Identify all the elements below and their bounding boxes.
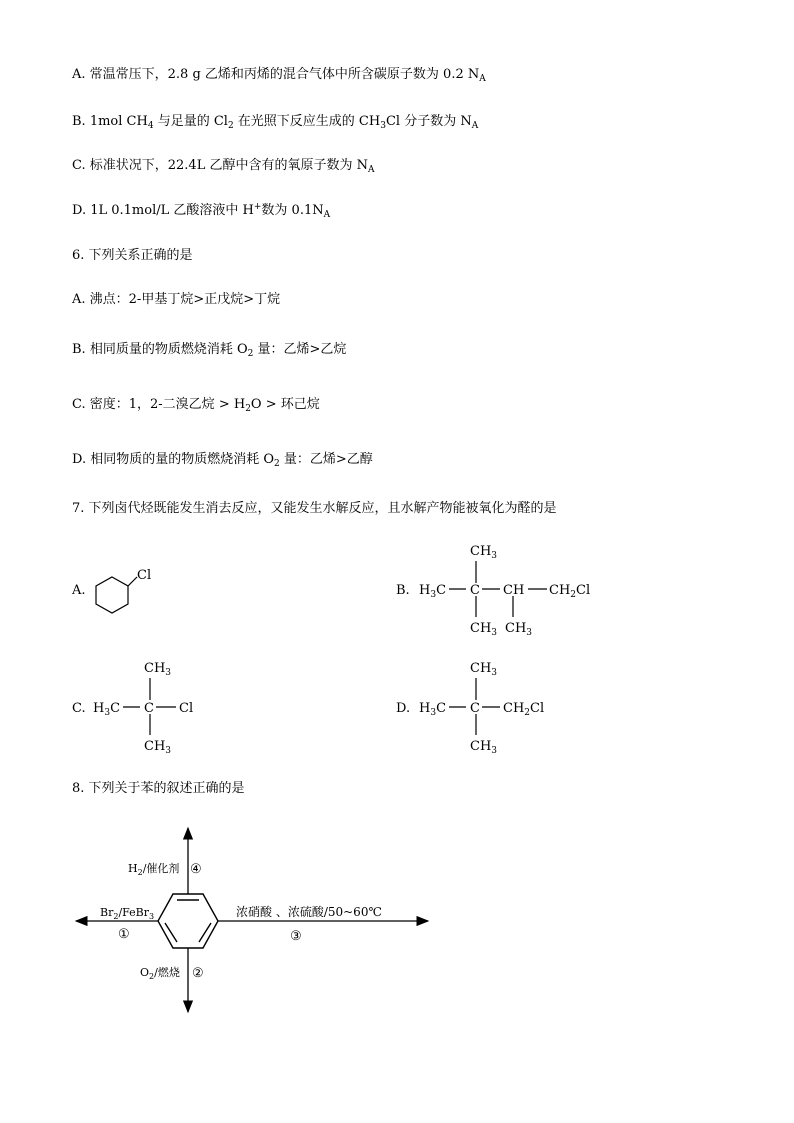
svg-text:C: C [144, 701, 154, 716]
svg-text:CH2Cl: $CH_2Cl$ [549, 583, 591, 600]
svg-text:CH3: $CH_3$ [470, 661, 498, 678]
structure-d [419, 661, 544, 756]
svg-text:CH3: $CH_3$ [470, 544, 498, 561]
benzene-reaction-diagram [0, 820, 794, 1020]
q7-label-b: B. [396, 583, 410, 598]
q7-label-c: C. [72, 701, 86, 716]
svg-text:C: C [470, 583, 480, 598]
q6-option-c: C. 密度：1，2-二溴乙烷 > $H_2O$ > 环己烷 [72, 397, 320, 414]
label-left-number: ① [118, 927, 130, 942]
svg-text:C: C [470, 701, 480, 716]
q7-structures [0, 530, 794, 770]
label-bottom-reagent: $O_2/$燃烧 [140, 966, 180, 981]
a-cl: Cl [137, 568, 152, 583]
q7-stem: 7. 下列卤代烃既能发生消去反应，又能发生水解反应，且水解产物能被氧化为醛的是 [72, 501, 557, 516]
structure-b [419, 544, 590, 638]
q6-stem: 6. 下列关系正确的是 [72, 248, 193, 263]
label-right-number: ③ [290, 929, 302, 944]
cyclohexane-ring [96, 577, 128, 613]
svg-text:CH2Cl: $CH_2Cl$ [503, 701, 545, 718]
svg-text:H3C: $H_3C$ [93, 701, 121, 718]
svg-text:CH3: $CH_3$ [470, 621, 498, 638]
q5-option-c: C. 标准状况下，22.4L 乙醇中含有的氧原子数为 $N_A$ [72, 158, 375, 175]
q5-option-b: B. 1mol $CH_4$ 与足量的 $Cl_2$ 在光照下反应生成的 $CH_3Cl$ 分子数为 $N_A$ [72, 114, 479, 131]
label-right-reagent: 浓硝酸 、浓硫酸/50~60℃ [236, 905, 382, 919]
q7-label-d: D. [396, 701, 411, 716]
svg-text:CH3: $CH_3$ [470, 739, 498, 756]
svg-text:CH: CH [503, 583, 525, 598]
svg-text:H3C: $H_3C$ [419, 701, 447, 718]
label-left-reagent: $Br_2/FeBr_3$ [100, 906, 155, 921]
label-top-reagent: $H_2/$催化剂 [128, 862, 180, 877]
svg-text:Cl: Cl [179, 701, 194, 716]
q6-option-a: A. 沸点：2-甲基丁烷>正戊烷>丁烷 [72, 292, 281, 307]
label-top-number: ④ [190, 862, 202, 877]
q7-label-a: A. [72, 583, 86, 598]
q8-stem: 8. 下列关于苯的叙述正确的是 [72, 781, 245, 796]
q6-option-d: D. 相同物质的量的物质燃烧消耗 $O_2$ 量：乙烯>乙醇 [72, 452, 373, 469]
benzene-ring [158, 894, 218, 948]
structure-c [93, 661, 193, 756]
svg-text:CH3: $CH_3$ [505, 621, 533, 638]
label-bottom-number: ② [192, 966, 204, 981]
q6-option-b: B. 相同质量的物质燃烧消耗 $O_2$ 量：乙烯>乙烷 [72, 342, 347, 359]
q5-option-d: D. 1L 0.1mol/L 乙酸溶液中 H+数为 $0.1N_A$ [72, 202, 331, 220]
svg-text:CH3: $CH_3$ [144, 739, 172, 756]
svg-text:CH3: $CH_3$ [144, 661, 172, 678]
svg-text:H3C: $H_3C$ [419, 583, 447, 600]
q5-option-a: A. 常温常压下，2.8 g 乙烯和丙烯的混合气体中所含碳原子数为 0.2 $N_A$ [72, 67, 486, 84]
